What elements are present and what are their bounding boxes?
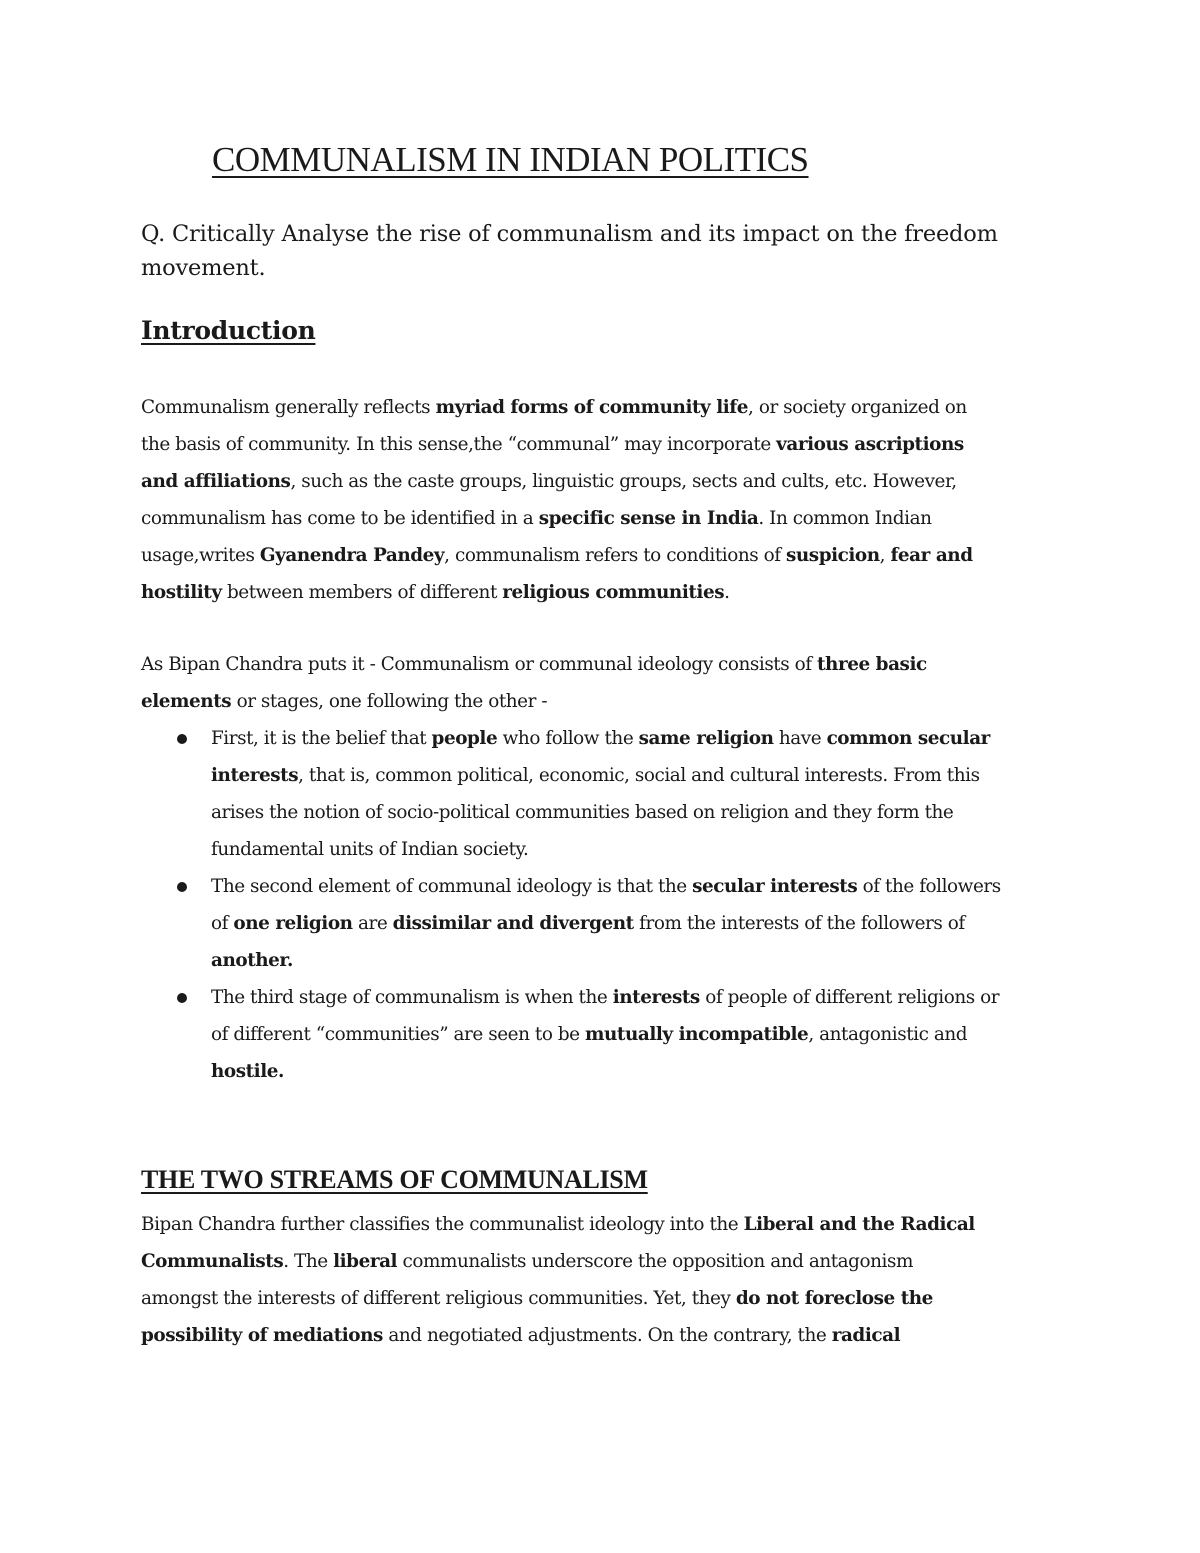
bullet-icon (177, 734, 187, 744)
bold-text-run: three basic (817, 654, 927, 675)
bold-text-run: myriad forms of community life (435, 397, 749, 418)
text-line (211, 942, 1071, 979)
text-line (141, 537, 1071, 574)
text-run: communalism has come to be identified in a (141, 508, 539, 529)
bold-text-run: interests (211, 765, 299, 786)
text-run: of the followers (857, 876, 1001, 897)
bold-text-run: religious communities (502, 582, 725, 603)
text-line (141, 574, 1071, 611)
bold-text-run: and affiliations (141, 471, 291, 492)
bold-text-run: fear and (890, 545, 973, 566)
text-line (141, 426, 1071, 463)
text-run: who follow the (497, 728, 639, 749)
text-line (211, 979, 1071, 1016)
bipan-chandra-paragraph (141, 646, 1071, 720)
text-line (211, 905, 1071, 942)
bold-text-run: radical (831, 1325, 901, 1346)
text-line (141, 500, 1071, 537)
bold-text-run: possibility of mediations (141, 1325, 383, 1346)
text-run: of (211, 913, 234, 934)
text-line (141, 1206, 1071, 1243)
text-line (211, 794, 1071, 831)
text-run: . In common Indian (758, 508, 932, 529)
text-run: , antagonistic and (808, 1024, 968, 1045)
text-run: usage,writes (141, 545, 260, 566)
communal-elements-list (141, 720, 1071, 1090)
bold-text-run: interests (612, 987, 700, 1008)
text-run: of different “communities” are seen to be (211, 1024, 585, 1045)
bold-text-run: secular interests (692, 876, 858, 897)
text-run: . The (283, 1251, 334, 1272)
text-line (141, 389, 1071, 426)
list-item-third-element (141, 979, 1071, 1090)
text-run: and negotiated adjustments. On the contrary, the (382, 1325, 832, 1346)
text-line (211, 831, 1071, 868)
bold-text-run: Gyanendra Pandey (259, 545, 445, 566)
text-run: the basis of community. In this sense,the “communal” may incorporate (141, 434, 777, 455)
list-item-second-element (141, 868, 1071, 979)
text-line (141, 1280, 1071, 1317)
text-run: , or society organized on (748, 397, 967, 418)
bold-text-run: suspicion (785, 545, 880, 566)
two-streams-heading: THE TWO STREAMS OF COMMUNALISM (141, 1165, 648, 1194)
text-run: of people of different religions or (699, 987, 1000, 1008)
bold-text-run: people (431, 728, 498, 749)
list-item-text (211, 979, 1071, 1090)
text-run: The third stage of communalism is when the (211, 987, 613, 1008)
list-item-text (211, 720, 1071, 868)
text-run: are (352, 913, 393, 934)
bold-text-run: common secular (826, 728, 990, 749)
bold-text-run: another. (211, 950, 293, 971)
question-text: Q. Critically Analyse the rise of communalism and its impact on the freedom movement. (141, 221, 998, 281)
text-run: Bipan Chandra further classifies the communalist ideology into the (141, 1214, 744, 1235)
bold-text-run: one religion (233, 913, 353, 934)
text-line (141, 463, 1071, 500)
bullet-icon (177, 882, 187, 892)
text-run: amongst the interests of different religious communities. Yet, they (141, 1288, 736, 1309)
bold-text-run: elements (141, 691, 232, 712)
bold-text-run: do not foreclose the (735, 1288, 933, 1309)
text-run: , communalism refers to conditions of (444, 545, 786, 566)
text-line (211, 1016, 1071, 1053)
text-run: or stages, one following the other - (231, 691, 548, 712)
bold-text-run: various ascriptions (776, 434, 964, 455)
text-run: As Bipan Chandra puts it - Communalism or communal ideology consists of (141, 654, 817, 675)
two-streams-paragraph (141, 1206, 1071, 1354)
text-line (141, 646, 1071, 683)
list-item-first-element (141, 720, 1071, 868)
text-run: communalists underscore the opposition and antagonism (397, 1251, 913, 1272)
list-item-text (211, 868, 1071, 979)
text-run: fundamental units of Indian society. (211, 839, 529, 860)
bullet-icon (177, 993, 187, 1003)
text-run: have (773, 728, 827, 749)
text-run: . (724, 582, 730, 603)
text-run: The second element of communal ideology is that the (211, 876, 693, 897)
text-run: from the interests of the followers of (633, 913, 965, 934)
text-line (211, 1053, 1071, 1090)
text-run: , such as the caste groups, linguistic groups, sects and cults, etc. However, (290, 471, 957, 492)
bold-text-run: specific sense in India (538, 508, 759, 529)
bold-text-run: dissimilar and divergent (392, 913, 634, 934)
text-line (211, 720, 1071, 757)
introduction-paragraph (141, 389, 1071, 611)
text-line (211, 757, 1071, 794)
text-run: , that is, common political, economic, social and cultural interests. From this (298, 765, 980, 786)
bold-text-run: mutually incompatible (585, 1024, 809, 1045)
bold-text-run: same religion (638, 728, 774, 749)
bold-text-run: hostile. (211, 1061, 284, 1082)
bold-text-run: hostility (141, 582, 222, 603)
bold-text-run: Liberal and the Radical (743, 1214, 975, 1235)
text-line (141, 1317, 1071, 1354)
bold-text-run: liberal (333, 1251, 398, 1272)
text-run: between members of different (221, 582, 503, 603)
document-title: COMMUNALISM IN INDIAN POLITICS (212, 140, 809, 179)
text-line (141, 1243, 1071, 1280)
text-run: First, it is the belief that (211, 728, 432, 749)
text-run: Communalism generally reflects (141, 397, 436, 418)
text-line (211, 868, 1071, 905)
bold-text-run: Communalists (141, 1251, 284, 1272)
text-line (141, 683, 1071, 720)
text-run: , (879, 545, 891, 566)
introduction-heading: Introduction (141, 316, 316, 345)
text-run: arises the notion of socio-political communities based on religion and they form the (211, 802, 954, 823)
